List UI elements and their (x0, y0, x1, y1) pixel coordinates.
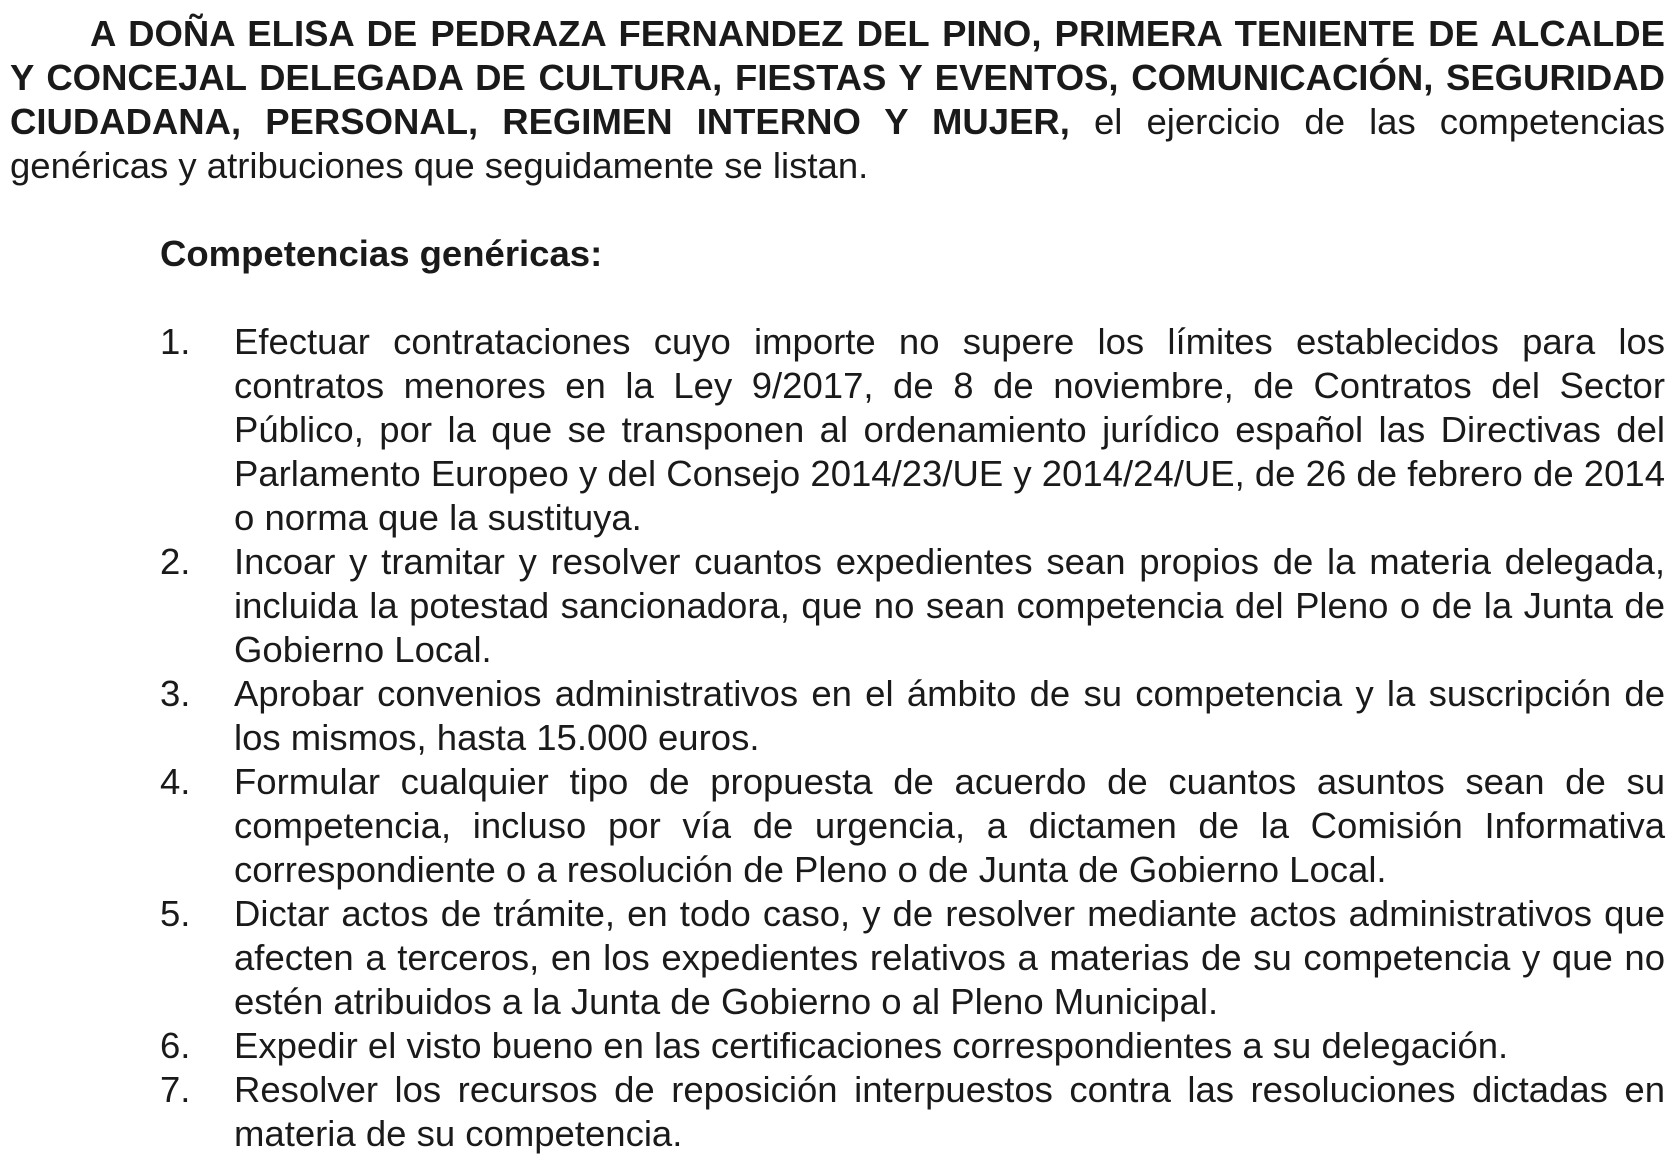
list-item-text: Resolver los recursos de reposición interpuestos contra las resoluciones dictadas en materia de su competencia. (234, 1069, 1665, 1154)
list-item (10, 892, 1665, 1024)
list-item-number: 7. (160, 1069, 191, 1110)
list-item-text: Efectuar contrataciones cuyo importe no supere los límites establecidos para los contratos menores en la Ley 9/2017, de 8 de noviembre, de Contratos del Sector Público, por la que se transponen al ordenamiento jurídico español las Directivas del Parlamento Europeo y del Consejo 2014/23/UE y 2014/24/UE, de 26 de febrero de 2014 o norma que la sustituya. (234, 321, 1665, 538)
list-item (10, 1068, 1665, 1156)
list-item-text: Expedir el visto bueno en las certificaciones correspondientes a su delegación. (234, 1025, 1509, 1066)
list-item (10, 320, 1665, 540)
competencias-list (10, 320, 1665, 1156)
list-item-number: 5. (160, 893, 191, 934)
list-item-number: 3. (160, 673, 191, 714)
intro-regular-text: el ejercicio de las competencias genéricas y atribuciones que seguidamente se listan. (10, 101, 1665, 186)
intro-bold-text: A DOÑA ELISA DE PEDRAZA FERNANDEZ DEL PINO, PRIMERA TENIENTE DE ALCALDE Y CONCEJAL DELEGADA DE CULTURA, FIESTAS Y EVENTOS, COMUNICACIÓN, SEGURIDAD CIUDADANA, PERSONAL, REGIMEN INTERNO Y MUJER, (10, 13, 1665, 142)
list-item-number: 2. (160, 541, 191, 582)
list-item-number: 1. (160, 321, 191, 362)
list-item (10, 672, 1665, 760)
document-page (10, 12, 1665, 1156)
list-item-number: 4. (160, 761, 191, 802)
intro-paragraph (10, 12, 1665, 188)
list-item-text: Formular cualquier tipo de propuesta de acuerdo de cuantos asuntos sean de su competencia, incluso por vía de urgencia, a dictamen de la Comisión Informativa correspondiente o a resolución de Pleno o de Junta de Gobierno Local. (234, 761, 1665, 890)
list-item-text: Aprobar convenios administrativos en el ámbito de su competencia y la suscripción de los mismos, hasta 15.000 euros. (234, 673, 1665, 758)
list-item (10, 1024, 1665, 1068)
list-item (10, 760, 1665, 892)
list-item-number: 6. (160, 1025, 191, 1066)
list-item-text: Dictar actos de trámite, en todo caso, y de resolver mediante actos administrativos que afecten a terceros, en los expedientes relativos a materias de su competencia y que no estén atribuidos a la Junta de Gobierno o al Pleno Municipal. (234, 893, 1665, 1022)
list-item-text: Incoar y tramitar y resolver cuantos expedientes sean propios de la materia delegada, incluida la potestad sancionadora, que no sean competencia del Pleno o de la Junta de Gobierno Local. (234, 541, 1665, 670)
section-heading: Competencias genéricas: (160, 233, 603, 274)
list-item (10, 540, 1665, 672)
